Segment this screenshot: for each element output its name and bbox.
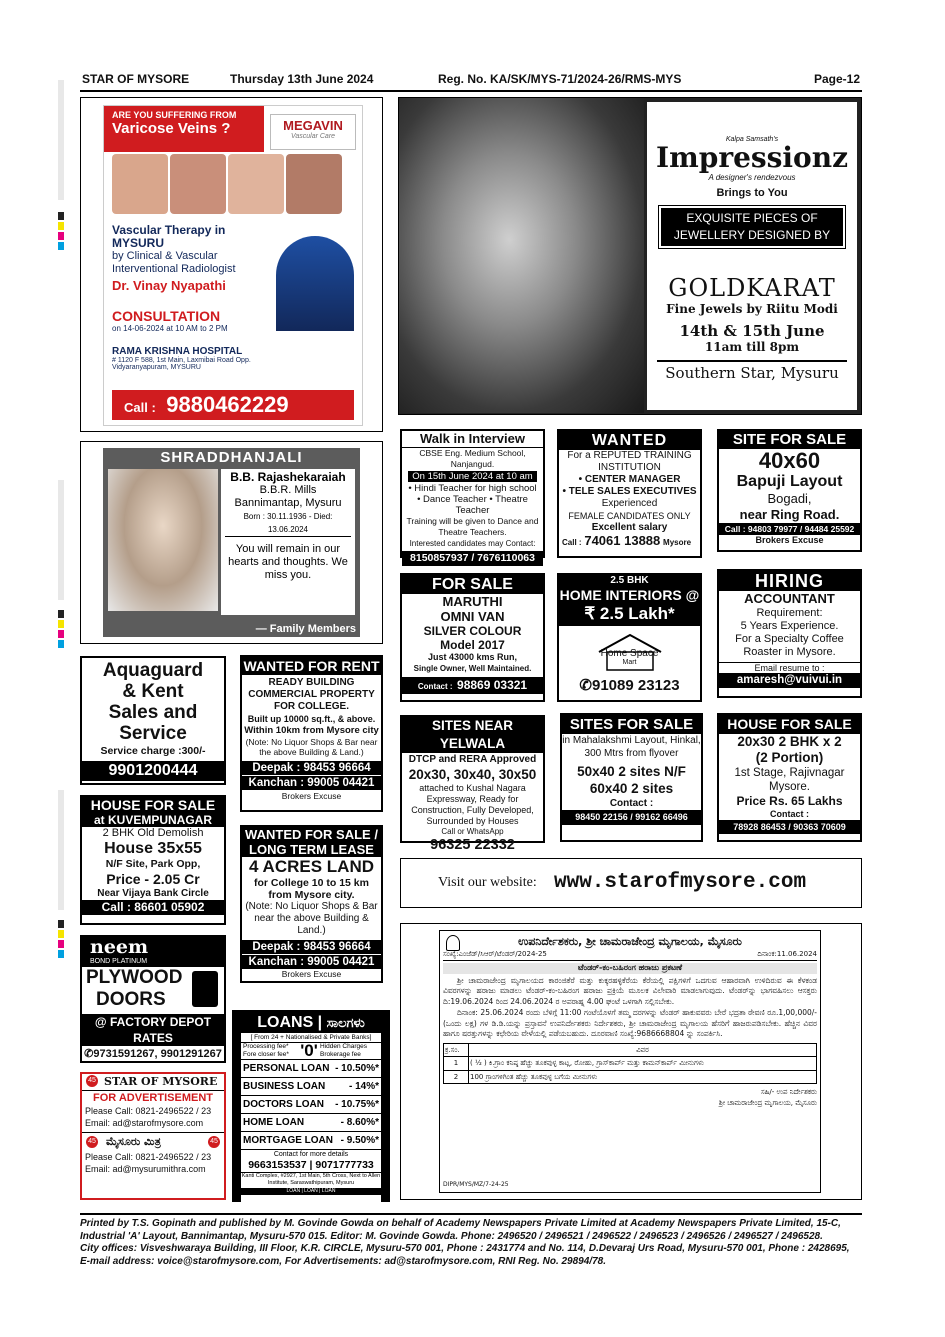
walkin-line-1: • Hindi Teacher for high school — [408, 483, 537, 494]
house1-line-1: 2 BHK Old Demolish — [102, 827, 204, 839]
hospital-name: RAMA KRISHNA HOSPITAL — [112, 346, 243, 357]
loan-rate: - 14%* — [348, 1081, 379, 1092]
site1-note: Brokers Excuse — [755, 535, 824, 545]
loan-rate: - 10.75%* — [335, 1099, 379, 1110]
yelwala-line-1: DTCP and RERA Approved — [408, 754, 537, 765]
neem-sub: BOND PLATINUM — [90, 958, 148, 965]
house-icon — [595, 632, 665, 672]
loan-rate: - 8.60%* — [340, 1117, 379, 1128]
loans-ad: LOANS | ಸಾಲಗಳು [ From 24 + Nationalised & Private Banks] Processing fee* Fore closer fee* '0' Hidden Charges Brokerage fee PERSONAL LOAN - 10.50%* BUSINESS LOAN - 14%* DOCTORS LOAN - 10.75%* HOME LOAN - 8.60%* MORTGAGE LOAN - 9.50%* Contact for more details 9663153537 | 9071777733 Kanti Complex, #2927, 1st Main, 5th Cross, Next to Allen Institute, Saraswathipuram, Mysuru LOAN | LOAN | LOAN — [232, 1010, 390, 1202]
loans-fee-1: Processing fee* Fore closer fee* — [243, 1043, 289, 1058]
loans-sub: [ From 24 + Nationalised & Private Banks] — [250, 1034, 372, 1041]
imprint-footer — [80, 1213, 862, 1268]
deceased-place: Bannimantap, Mysuru — [234, 497, 342, 509]
acres-land-ad — [240, 825, 383, 983]
website-banner — [400, 858, 862, 908]
aquaguard-line-1: Aquaguard — [102, 660, 204, 681]
house2-line-1: 20x30 2 BHK x 2 — [737, 734, 842, 749]
omni-line-3: SILVER COLOUR — [423, 624, 522, 638]
mahalakshmi-phone: 98450 22156 / 99162 66496 — [562, 810, 701, 825]
wanted-line-4: Experienced — [601, 498, 658, 509]
megavin-question-2: Varicose Veins ? — [112, 120, 231, 137]
neem-badge — [192, 971, 218, 1007]
tender-row-2: 100 ಗ್ರಾಂಗಳಿಗಿಂತ ಹೆಚ್ಚು ತೂಕವುಳ್ಳ ಬಗೆಯ ಮೀನುಗಳು — [469, 1070, 817, 1084]
hiring-title: HIRING — [719, 571, 860, 591]
tender-row-1-num: 1 — [444, 1057, 469, 1071]
call-number: 9880462229 — [166, 392, 289, 417]
star-of-mysore-advertisement — [80, 1072, 226, 1200]
aquaguard-line-2: & Kent — [122, 681, 184, 702]
loans-contact: Contact for more details — [273, 1151, 349, 1158]
acres-line-3: (Note: No Liquor Shops & Bar near the above Building & Land.) — [245, 901, 378, 936]
tender-office: ಉಪನಿರ್ದೇಶಕರು, ಶ್ರೀ ಚಾಮರಾಜೇಂದ್ರ ಮೃಗಾಲಯ, ಮೈಸೂರು — [518, 935, 742, 948]
yelwala-title: SITES NEAR YELWALA — [402, 717, 543, 753]
house2-contact: Contact : — [770, 809, 809, 819]
house-for-sale-rajivnagar-ad — [717, 713, 862, 842]
house1-title: HOUSE FOR SALE — [82, 797, 224, 813]
interiors-phone: ✆91089 23123 — [579, 677, 680, 694]
tender-date: ದಿನಾಂಕ:11.06.2024 — [757, 950, 817, 958]
loan-rate: - 10.50%* — [335, 1063, 379, 1074]
aquaguard-phone: 9901200444 — [82, 761, 224, 781]
obituary-photo — [108, 469, 218, 611]
rent-note: Brokers Excuse — [281, 791, 342, 801]
website-url[interactable]: www.starofmysore.com — [554, 871, 807, 894]
omni-line-6: Single Owner, Well Maintained. — [413, 664, 532, 673]
call-label: Call : — [124, 400, 156, 415]
site1-line-2: Bogadi, — [767, 491, 812, 506]
impressionz-logo: Impressionz — [656, 141, 848, 174]
megavin-ad — [80, 97, 383, 432]
house1-line-5: Near Vijaya Bank Circle — [97, 888, 209, 899]
som-badge-left-2: 45 — [86, 1136, 98, 1148]
loan-name: PERSONAL LOAN — [243, 1063, 330, 1074]
obituary-message: You will remain in our hearts and thoughts. We miss you. — [228, 543, 348, 581]
loan-row — [241, 1132, 381, 1150]
acres-line-2: for College 10 to 15 km from Mysore city. — [254, 877, 369, 901]
loan-rates-list — [241, 1060, 381, 1150]
aquaguard-charge: Service charge :300/- — [100, 745, 206, 757]
tender-code: DIPR/MYS/MZ/7-24-25 — [443, 1180, 509, 1188]
footer-line-2: Industrial 'A' Layout, Bannimantap, Mysuru-570 015. Editor: M. Govinde Gowda. Phone: 2496520 / 2496521 / 2496522 / 2496523 / 2496526 / 2496527 / 2496528. — [80, 1230, 823, 1242]
mahalakshmi-line-1: in Mahalakshmi Layout, Hinkal, 300 Mtrs from flyover — [562, 735, 701, 759]
event-time: 11am till 8pm — [704, 340, 800, 354]
therapy-title: Vascular Therapy in MYSURU — [112, 223, 226, 250]
acres-note: Brokers Excuse — [281, 969, 342, 979]
site1-title: SITE FOR SALE — [719, 431, 860, 449]
yelwala-phone: 96325 22332 — [430, 837, 515, 853]
neem-line-2: DOORS — [96, 989, 166, 1010]
house1-line-4: Price - 2.05 Cr — [106, 871, 200, 887]
acres-phone-2: Kanchan : 99005 04421 — [242, 954, 381, 969]
home-space-logo: Home Space — [600, 648, 659, 659]
tender-table — [443, 1043, 817, 1085]
tender-col-1: ಕ್ರ.ಸಂ. — [444, 1043, 469, 1057]
megavin-logo-sub: Vascular Care — [290, 133, 336, 140]
tender-heading: ಟೆಂಡರ್-ಕಂ-ಬಹಿರಂಗ ಹರಾಜು ಪ್ರಕಟಣೆ — [443, 963, 817, 974]
acres-line-1: 4 ACRES LAND — [249, 857, 374, 876]
neem-phone: ✆9731591267, 9901291267 — [84, 1048, 222, 1060]
registration-marks — [58, 70, 70, 1210]
neem-line-3: @ FACTORY DEPOT RATES — [82, 1014, 224, 1046]
page-number: Page-12 — [813, 72, 860, 86]
loans-title-kannada: ಸಾಲಗಳು — [326, 1016, 365, 1031]
therapy-by: by Clinical & Vascular Interventional Radiologist — [112, 250, 236, 275]
house1-line-2: House 35x55 — [104, 840, 202, 857]
interiors-line-1: 2.5 BHK — [610, 575, 649, 586]
deceased-firm: B.B.R. Mills — [259, 484, 317, 496]
loans-side-text: LOAN | LOAN | LOAN — [241, 1188, 381, 1195]
wanted-ad — [557, 429, 702, 558]
som-email-2[interactable]: Email: ad@mysurumithra.com — [85, 1164, 206, 1174]
brings-text: Brings to You — [716, 187, 788, 199]
issue-date: Thursday 13th June 2024 — [230, 72, 374, 86]
loan-row — [241, 1060, 381, 1078]
sites-for-sale-mahalakshmi-ad — [560, 713, 703, 842]
neem-plywood-ad — [80, 935, 226, 1063]
omni-van-ad — [400, 573, 545, 702]
tender-sign-2: ಶ್ರೀ ಚಾಮರಾಜೇಂದ್ರ ಮೃಗಾಲಯ, ಮೈಸೂರು — [718, 1098, 817, 1107]
som-badge-left: 45 — [86, 1075, 98, 1087]
omni-phone: 98869 03321 — [457, 678, 528, 692]
walkin-line-3: Training will be given to Dance and Theatre Teachers. — [406, 516, 539, 537]
hiring-ad — [717, 569, 862, 698]
house2-line-3: 1st Stage, Rajivnagar Mysore. — [734, 767, 845, 793]
mahalakshmi-title: SITES FOR SALE — [562, 715, 701, 734]
hiring-line-2: 5 Years Experience. — [740, 620, 839, 632]
mahalakshmi-line-3: 60x40 2 sites — [589, 781, 674, 796]
mahalakshmi-contact: Contact : — [609, 798, 654, 809]
omni-contact-label: Contact : — [417, 682, 453, 691]
acres-phone-1: Deepak : 98453 96664 — [242, 940, 381, 954]
tender-notice — [400, 923, 862, 1200]
interiors-line-3: ₹ 2.5 Lakh* — [584, 604, 675, 623]
rent-line-1: READY BUILDING COMMERCIAL PROPERTY FOR COLLEGE. — [248, 677, 375, 712]
loans-phone: 9663153537 | 9071777733 — [248, 1159, 374, 1171]
neem-logo: neem — [90, 936, 149, 958]
home-space-sub: Mart — [622, 659, 637, 666]
home-interiors-ad — [557, 573, 702, 702]
omni-line-2: OMNI VAN — [440, 609, 505, 624]
som-email[interactable]: Email: ad@starofmysore.com — [85, 1118, 204, 1128]
goldkarat-sub: Fine Jewels by Riitu Modi — [666, 302, 838, 316]
megavin-question-1: ARE YOU SUFFERING FROM — [112, 110, 237, 120]
tender-sign-1: ಸಹಿ/- ಉಪ ನಿರ್ದೇಶಕರು — [760, 1088, 817, 1096]
hiring-role: ACCOUNTANT — [744, 591, 835, 606]
hiring-line-3: For a Specialty Coffee Roaster in Mysore. — [735, 633, 844, 658]
hiring-line-1: Requirement: — [756, 607, 823, 619]
page-header — [80, 70, 862, 92]
wanted-title: WANTED — [559, 431, 700, 450]
tender-ref: ಸಂಖ್ಯೆ:ಎಂಜೆಡ್/ಸಿಆರ್/ಟೆಂಡರ್/2024-25 — [443, 950, 547, 958]
rent-line-3: Within 10km from Mysore city — [244, 725, 379, 736]
loans-title: LOANS — [257, 1014, 314, 1031]
wanted-line-3: • TELE SALES EXECUTIVES — [562, 486, 697, 497]
interiors-line-2: HOME INTERIORS @ — [559, 587, 700, 603]
deceased-name: B.B. Rajashekaraiah — [230, 470, 346, 484]
house2-phone: 78928 86453 / 90363 70609 — [719, 820, 860, 834]
wanted-line-2: • CENTER MANAGER — [578, 474, 681, 485]
footer-line-3: City offices: Visveshwaraya Building, III Floor, K.R. CIRCLE, Mysuru-570 001, Phone : 2431774 and No. 114, D.Devaraj Urs Road, Mysuru-570 001, Phone : 2428695, — [80, 1243, 850, 1254]
paper-name: STAR OF MYSORE — [82, 72, 190, 86]
loans-zero: '0' — [300, 1041, 318, 1060]
tender-col-2: ವಿವರ — [469, 1043, 817, 1057]
aquaguard-line-4: Service — [119, 723, 187, 744]
doctor-name: Dr. Vinay Nyapathi — [112, 278, 226, 293]
wanted-city: Mysore — [663, 538, 692, 547]
site1-call: Call : 94803 79977 / 94484 25592 — [719, 523, 860, 535]
tender-para-2: ದಿನಾಂಕ: 25.06.2024 ರಂದು ಬೆಳಿಗ್ಗೆ 11:00 ಗಂಟೆಯೊಳಗೆ ತಮ್ಮ ದರಗಳನ್ನು ಟೆಂಡರ್ ಹಾಕುವವರು ಬೇರೆ ಭದ್ರತಾ ಠೇವಣಿ ರೂ.1,00,000/-(ಒಂದು ಲಕ್ಷ) ಗಳ ಡಿ.ಡಿ.ಯನ್ನು ಪ್ರಸ್ತಾವನೆ ಉಪನಿರ್ದೇಶಕರು ನಿರ್ದೇಶಕರು, ಶ್ರೀ ಚಾಮರಾಜೇಂದ್ರ ಮೃಗಾಲಯ ಹೆಸರಿಗೆ ಹಾಜರುಪಡಿಸಬೇಕು. ಹೆಚ್ಚಿನ ವಿವರ ಹಾಗೂ ಷರತ್ತುಗಳನ್ನು ಕಛೇರಿಯ ವೇಳೆಯಲ್ಲಿ ಪಡೆಯಬಹುದು. ದೂರವಾಣಿ ಸಂಖ್ಯೆ:9686668804 ನ್ನು ಸಂಪರ್ಕಿಸಿ. — [443, 1008, 817, 1038]
yelwala-line-4: Call or WhatsApp — [441, 827, 504, 836]
registration-number: Reg. No. KA/SK/MYS-71/2024-26/RMS-MYS — [438, 72, 682, 86]
consultation-date: on 14-06-2024 at 10 AM to 2 PM — [112, 324, 228, 333]
loan-rate: - 9.50%* — [340, 1135, 379, 1146]
consultation-title: CONSULTATION — [112, 308, 221, 324]
doctor-photo — [276, 236, 354, 331]
omni-line-1: MARUTHI — [442, 594, 503, 609]
loan-name: MORTGAGE LOAN — [243, 1135, 333, 1146]
rent-line-2: Built up 10000 sq.ft., & above. — [247, 714, 376, 724]
rent-phone-2: Kanchan : 99005 04421 — [242, 775, 381, 790]
som-badge-right: 45 — [208, 1136, 220, 1148]
deceased-dates: Born : 30.11.1936 - Died: 13.06.2024 — [225, 510, 351, 537]
rent-phone-1: Deepak : 98453 96664 — [242, 761, 381, 775]
wanted-line-6: Excellent salary — [591, 522, 668, 533]
footer-line-1: Printed by T.S. Gopinath and published by M. Govinde Gowda on behalf of Academy Newspapers Private Limited at Academy Newspapers Private Limited, 15-C, — [80, 1218, 841, 1229]
mahalakshmi-line-2: 50x40 2 sites N/F — [577, 764, 686, 779]
tender-row-2-num: 2 — [444, 1070, 469, 1084]
footer-line-4: E-mail address: voice@starofmysore.com, For Advertisements: ad@starofmysore.com, RNI Reg. No. 29894/78. — [80, 1255, 606, 1267]
loan-row — [241, 1114, 381, 1132]
som-call-2: Please Call: 0821-2496522 / 23 — [85, 1152, 212, 1162]
tender-row-1: ( ½ ) ಕಿ.ಗ್ರಾಂ ಕನಿಷ್ಠ ಹೆಚ್ಚು ತೂಕವುಳ್ಳ ಕಾಟ್ಲ, ರೋಹು, ಗ್ರಾಸ್‌ಕಾರ್ಪ್ ಮತ್ತು ಕಾಮನ್‌ಕಾರ್ಪ್ ಮೀನುಗಳು — [469, 1057, 817, 1071]
aquaguard-line-3: Sales and — [108, 702, 198, 723]
impressionz-ad — [398, 97, 862, 415]
walkin-date: On 15th June 2024 at 10 am — [408, 471, 537, 482]
tender-para-1: ಶ್ರೀ ಚಾಮರಾಜೇಂದ್ರ ಮೃಗಾಲಯದ ಕಾರಂಜಿಕೆರೆ ಮತ್ತು ಕುಕ್ಕರಹಳ್ಳಿಕೆರೆಯ ಕೆರೆಯಲ್ಲಿ ಪಕ್ಷಿಗಳಿಗೆ ಒದಗುವ ಆಹಾರವಾಗಿ ಉಳಿದಿರುವ ಈ ಕೆಳಕಂಡ ವಿವರಗಳನ್ನು ಹರಾಜು ಮಾಡಲು ಟೆಂಡರ್-ಕಂ-ಬಹಿರಂಗ ಹರಾಜು ಪ್ರಕ್ರಿಯೆ ಮೂಲಕ ವಿಲೇವಾರಿ ಮಾಡಲಾಗುವುದು. ಟೆಂಡರ್‌ನ್ನು ಭಾಗವಹಿಸಲು ಆಸಕ್ತರು ದಿ:19.06.2024 ರಿಂದ 24.06.2024 ರ ಅಪರಾಹ್ನ 4.00 ಘಂಟೆ ಒಳಗಾಗಿ ಸಲ್ಲಿಸಬೇಕು. — [443, 975, 817, 1006]
wanted-phone: 74061 13888 — [584, 533, 661, 548]
som-title: STAR OF MYSORE — [104, 1075, 218, 1088]
loan-name: BUSINESS LOAN — [243, 1081, 326, 1092]
loans-fee-2: Hidden Charges Brokerage fee — [320, 1043, 367, 1058]
hospital-address: # 1120 F 588, 1st Main, Laxmibai Road Opp. Vidyaranyapuram, MYSURU — [112, 357, 251, 371]
yelwala-line-3: attached to Kushal Nagara Expressway, Ready for Construction, Fully Developed, Surrounded by Houses — [411, 783, 534, 826]
loan-name: HOME LOAN — [243, 1117, 305, 1128]
site-for-sale-ad-1 — [717, 429, 862, 552]
website-label: Visit our website: — [438, 875, 537, 890]
impressionz-tagline: A designer's rendezvous — [708, 173, 796, 182]
hiring-email-label: Email resume to : — [719, 662, 860, 673]
wanted-for-rent-ad — [240, 655, 383, 812]
event-dates: 14th & 15th June — [679, 322, 825, 340]
walkin-line-2: • Dance Teacher • Theatre Teacher — [417, 494, 528, 516]
event-venue: Southern Star, Mysuru — [657, 360, 847, 382]
obituary-ad — [80, 441, 383, 644]
house2-line-2: (2 Portion) — [755, 750, 824, 765]
rent-title: WANTED FOR RENT — [243, 658, 380, 674]
omni-title: FOR SALE — [402, 575, 543, 594]
acres-title: WANTED FOR SALE / LONG TERM LEASE — [242, 827, 381, 857]
walkin-title: Walk in Interview — [402, 431, 543, 448]
obituary-title: SHRADDHANJALI — [160, 449, 303, 466]
loans-address: Kanti Complex, #2927, 1st Main, 5th Cross, Next to Allen Institute, Saraswathipuram, Mysuru — [241, 1173, 381, 1186]
hiring-email[interactable]: amaresh@vuivui.in — [719, 673, 860, 688]
house-for-sale-kuvempunagar-ad — [80, 795, 226, 925]
som-call: Please Call: 0821-2496522 / 23 — [85, 1106, 212, 1116]
wanted-line-5: FEMALE CANDIDATES ONLY — [568, 511, 691, 521]
house2-title: HOUSE FOR SALE — [719, 715, 860, 734]
model-photo — [399, 98, 644, 413]
walkin-phone: 8150857937 / 7676110063 — [402, 551, 543, 566]
walkin-school: CBSE Eng. Medium School, Nanjangud. — [419, 448, 526, 469]
site1-line-3: near Ring Road. — [739, 507, 840, 522]
walkin-line-4: Interested candidates may Contact: — [409, 539, 536, 548]
wanted-call-label: Call : — [562, 538, 582, 547]
walk-in-interview-ad — [400, 429, 545, 564]
loan-row — [241, 1078, 381, 1096]
omni-line-4: Model 2017 — [440, 638, 505, 652]
leg-photos — [112, 154, 354, 216]
impressionz-pre: Kalpa Samsath's — [725, 136, 779, 143]
obituary-from: — Family Members — [255, 623, 356, 635]
goldkarat-logo: GOLDKARAT — [668, 274, 836, 302]
megavin-logo: MEGAVIN — [283, 118, 343, 133]
som-advertisement: FOR ADVERTISEMENT — [93, 1092, 213, 1104]
exquisite-box: EXQUISITE PIECES OF JEWELLERY DESIGNED BY — [659, 206, 845, 248]
mysuru-mithra-title: ಮೈಸೂರು ಮಿತ್ರ — [106, 1135, 161, 1148]
rent-line-4: (Note: No Liquor Shops & Bar near the above Building & Land.) — [245, 737, 378, 757]
omni-line-5: Just 43000 kms Run, — [427, 652, 518, 662]
yelwala-line-2: 20x30, 30x40, 30x50 — [408, 767, 537, 782]
loan-name: DOCTORS LOAN — [243, 1099, 324, 1110]
house2-line-4: Price Rs. 65 Lakhs — [736, 794, 843, 808]
house1-line-3: N/F Site, Park Opp, — [105, 858, 201, 870]
site1-line-1: Bapuji Layout — [736, 473, 843, 490]
loan-row — [241, 1096, 381, 1114]
neem-line-1: PLYWOOD — [86, 967, 183, 988]
house1-call: Call : 86601 05902 — [82, 900, 224, 915]
house1-sub: at KUVEMPUNAGAR — [82, 813, 224, 827]
wanted-line-1: For a REPUTED TRAINING INSTITUTION — [567, 450, 692, 473]
site1-size: 40x60 — [758, 448, 821, 473]
sites-near-yelwala-ad — [400, 715, 545, 853]
aquaguard-ad — [80, 656, 226, 785]
